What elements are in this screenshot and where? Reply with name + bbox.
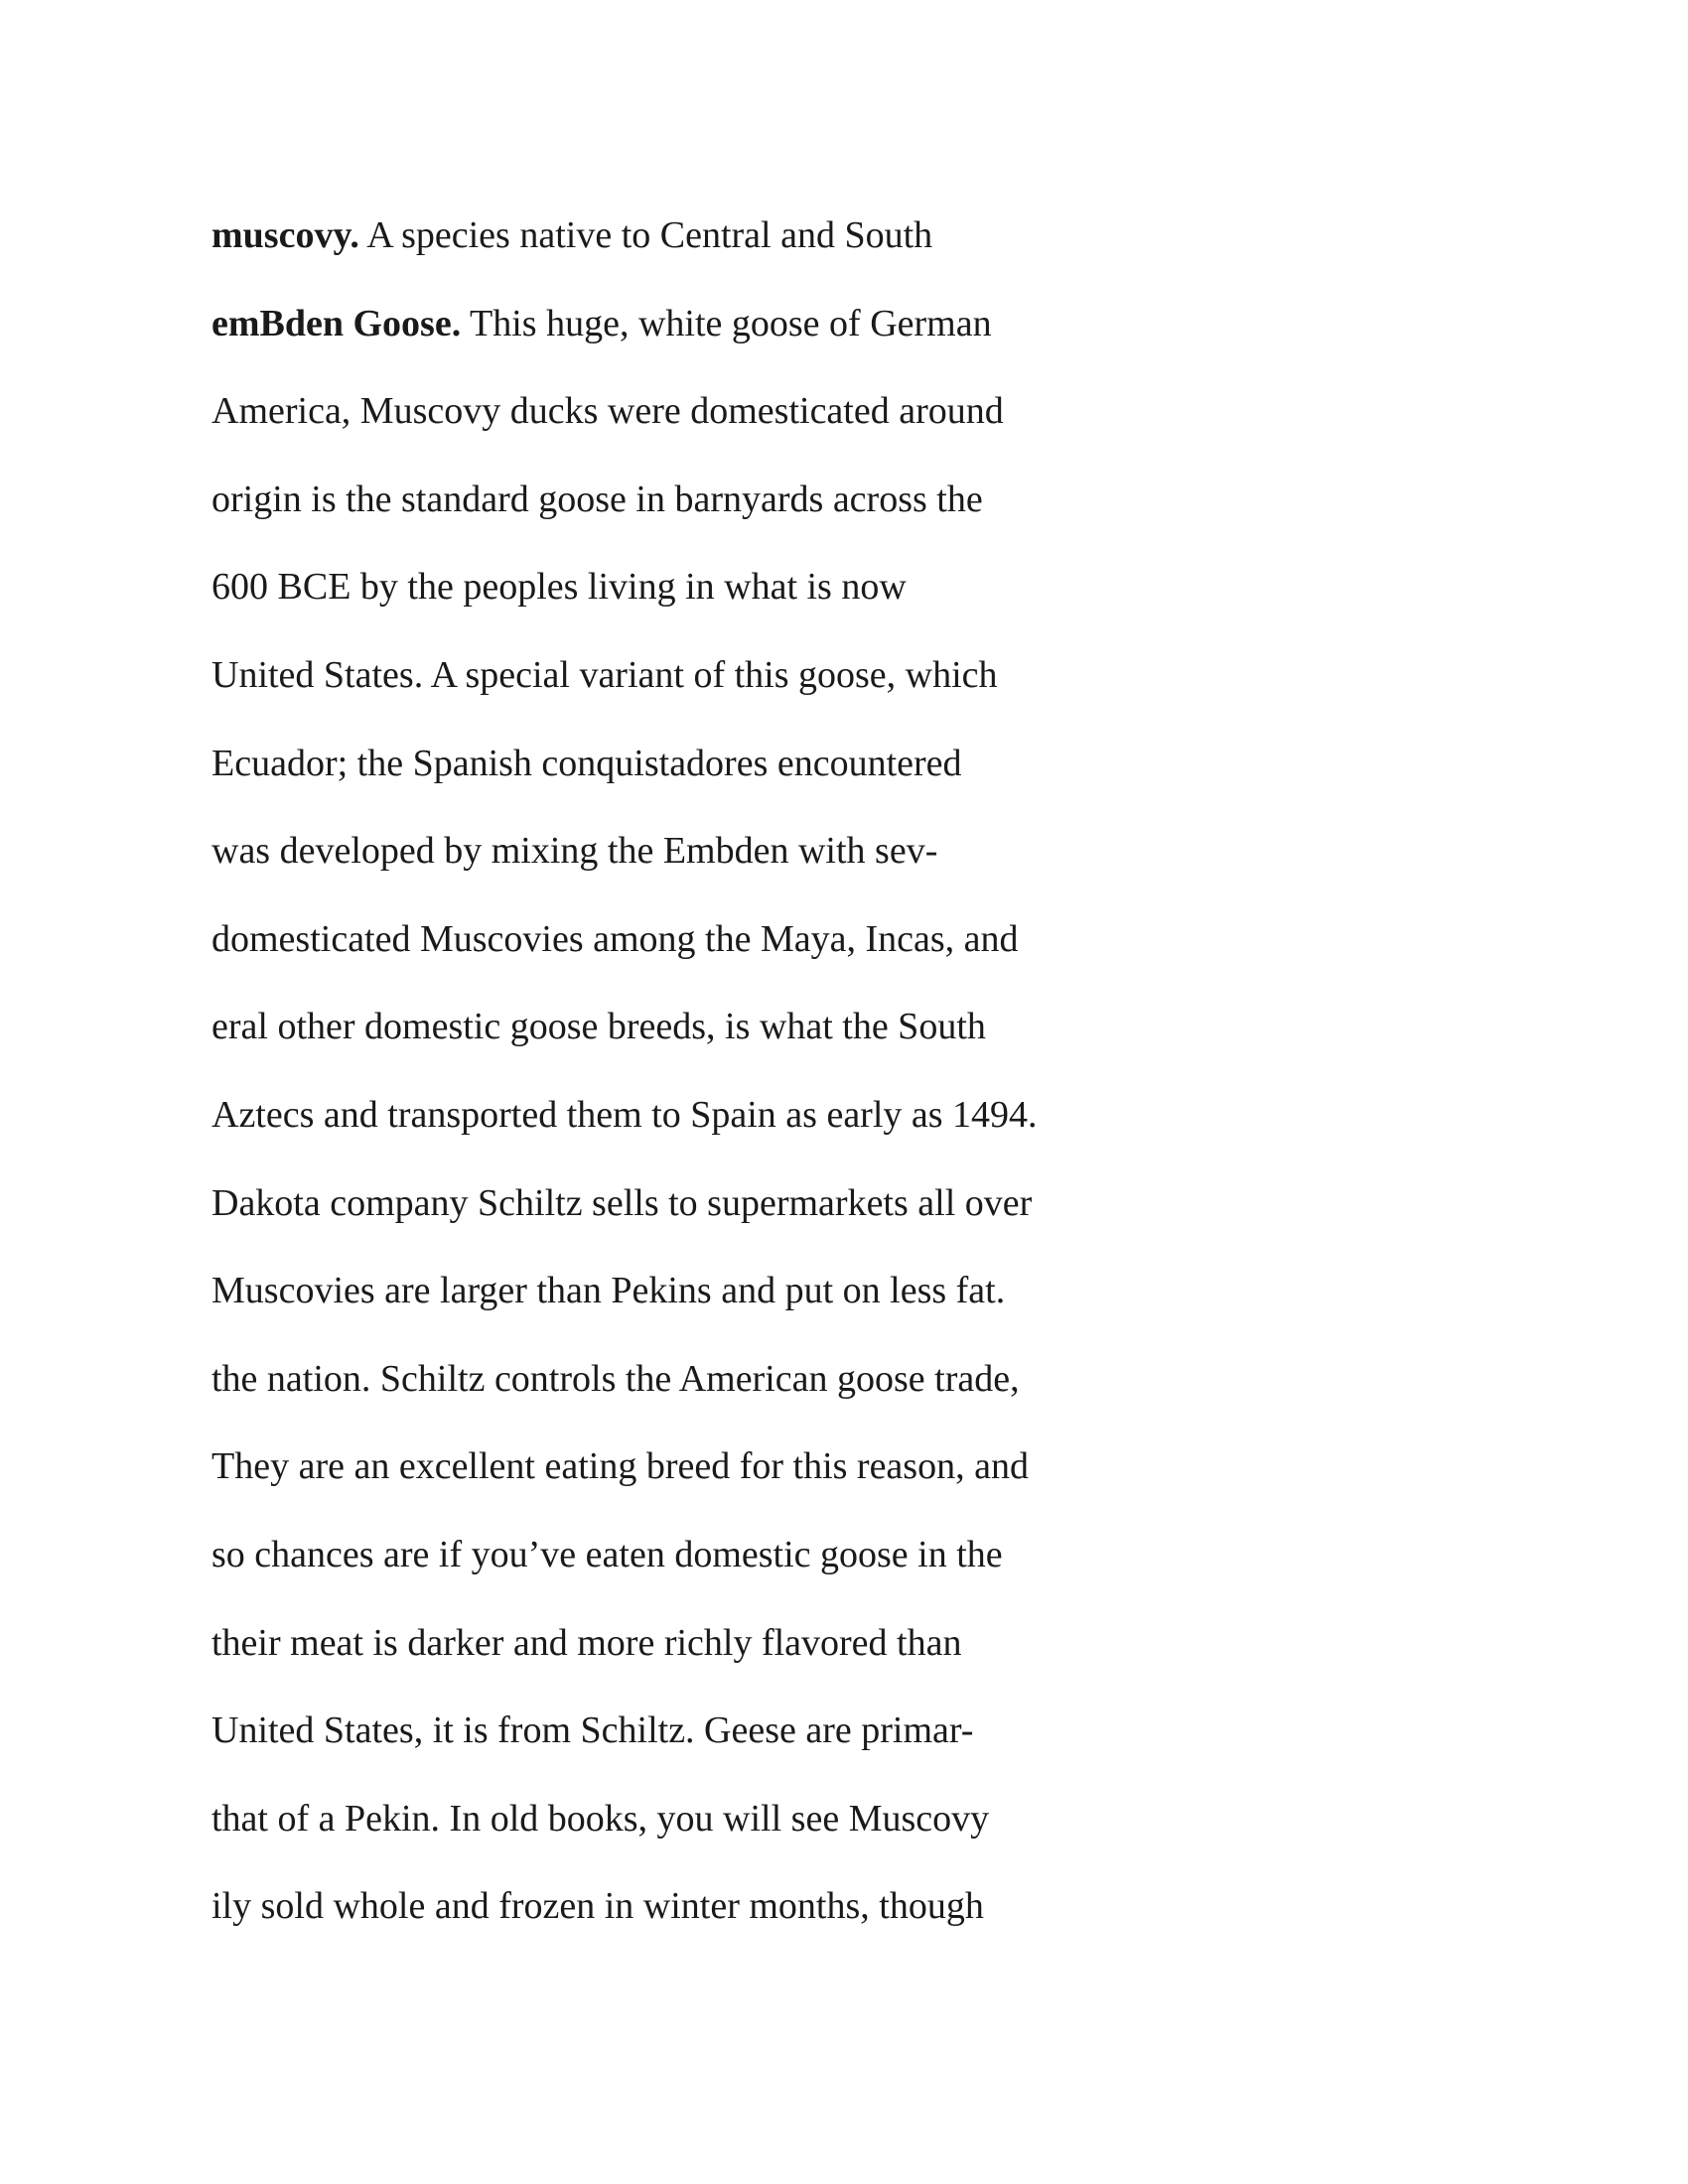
text-line-10: eral other domestic goose breeds, is what the South (211, 1006, 986, 1048)
text-line-12: Dakota company Schiltz sells to supermarkets all over (211, 1181, 1033, 1224)
text-line-1 (211, 192, 1502, 280)
entry-term-embden-goose: emBden Goose. (211, 302, 462, 344)
text-line-7: Ecuador; the Spanish conquistadores encountered (211, 742, 962, 784)
text-line-3: America, Muscovy ducks were domesticated around (211, 390, 1004, 433)
text-line-4: origin is the standard goose in barnyards across the (211, 478, 983, 520)
text-line-9: domesticated Muscovies among the Maya, Incas, and (211, 917, 1019, 960)
text-line-20: ily sold whole and frozen in winter months, though (211, 1885, 984, 1928)
text-line-16: so chances are if you’ve eaten domestic goose in the (211, 1533, 1003, 1575)
text-line-17: their meat is darker and more richly flavored than (211, 1621, 962, 1664)
text-line-2 (211, 280, 1502, 368)
line-text: A species native to Central and South (358, 214, 933, 256)
text-line-14: the nation. Schiltz controls the American goose trade, (211, 1357, 1020, 1400)
line-text: This huge, white goose of German (461, 302, 992, 344)
text-line-5: 600 BCE by the peoples living in what is now (211, 566, 907, 609)
body-text (211, 192, 1502, 1951)
text-line-19: that of a Pekin. In old books, you will see Muscovy (211, 1797, 990, 1840)
text-line-18: United States, it is from Schiltz. Geese are primar- (211, 1709, 974, 1752)
entry-term-muscovy: muscovy. (211, 214, 359, 256)
text-line-11: Aztecs and transported them to Spain as early as 1494. (211, 1093, 1038, 1136)
text-line-8: was developed by mixing the Embden with sev- (211, 830, 938, 873)
text-line-15: They are an excellent eating breed for this reason, and (211, 1445, 1029, 1488)
text-line-6: United States. A special variant of this goose, which (211, 653, 998, 696)
text-line-13: Muscovies are larger than Pekins and put on less fat. (211, 1270, 1006, 1312)
